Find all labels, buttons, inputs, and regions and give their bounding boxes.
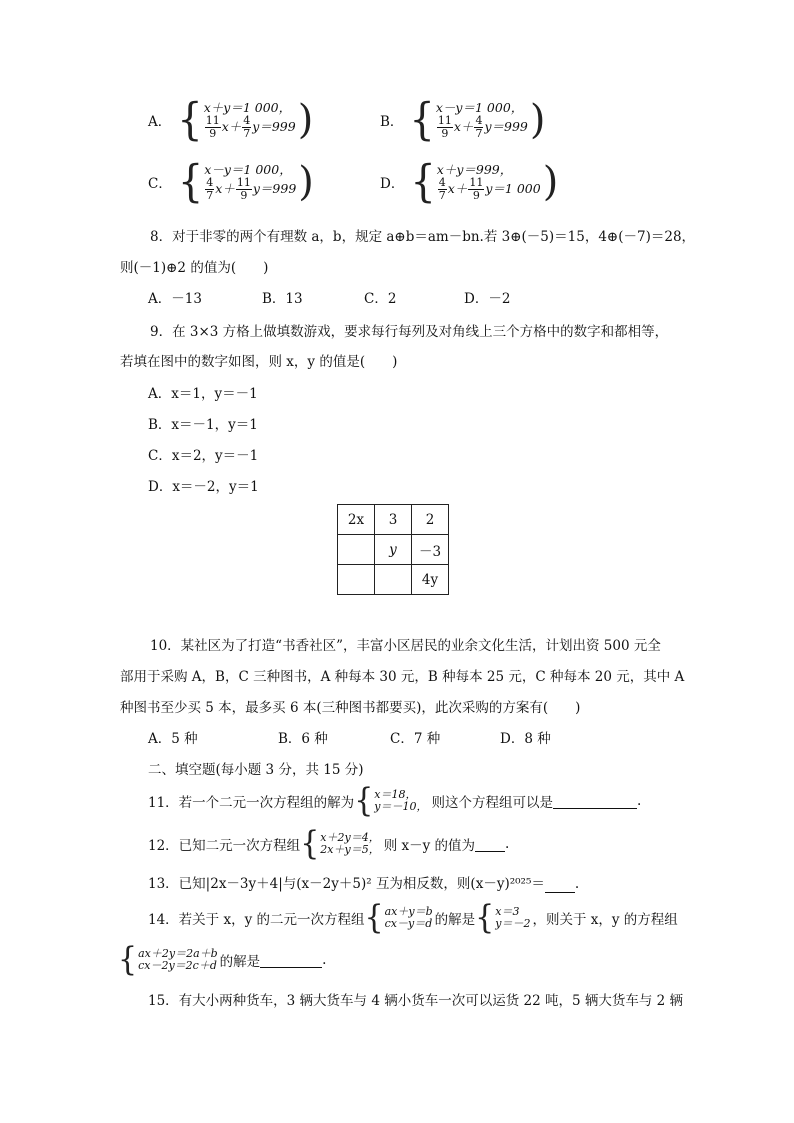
q13: 13．已知|2x－3y＋4|与(x－2y＋5)² 互为相反数，则(x－y)²⁰²⁵＝ . <box>148 876 580 892</box>
grid-cell <box>338 535 375 565</box>
q9-stem-line1: 9．在 3×3 方格上做填数游戏，要求每行每列及对角线上三个方格中的数字和都相等， <box>150 324 669 340</box>
grid-cell: 3 <box>375 505 412 535</box>
q7c-eq2: $\frac{4}{7}$ x＋ $\frac{11}{9}$ y＝999 <box>206 175 297 202</box>
q7b-eq2: $\frac{11}{9}$ x＋ $\frac{4}{7}$ y＝999 <box>437 113 528 140</box>
q11-answer-blank[interactable] <box>553 794 637 809</box>
grid-cell: 2x <box>338 505 375 535</box>
q7-option-d[interactable]: D． { x＋y＝999， $\frac{4}{7}$ x＋ $\frac{11}{9}$ y＝1 000 ) <box>380 156 559 208</box>
q9-option-b[interactable]: B．x＝－1，y＝1 <box>148 417 258 433</box>
q10-option-a[interactable]: A．5 种 <box>148 731 198 747</box>
q14-line1: 14．若关于 x，y 的二元一次方程组 { ax＋y＝b cx－y＝d 的解是 { x＝3 y＝－2 ，则关于 x，y 的方程组 <box>148 898 678 937</box>
grid-cell: y <box>375 535 412 565</box>
q9-stem-line2: 若填在图中的数字如图，则 x，y 的值是( ) <box>120 354 398 370</box>
q15-stem-line1: 15．有大小两种货车，3 辆大货车与 4 辆小货车一次可以运货 22 吨，5 辆大货车与 2 辆 <box>148 993 684 1009</box>
q14-answer-blank[interactable] <box>260 953 322 968</box>
q8-stem-line1: 8．对于非零的两个有理数 a，b，规定 a⊕b＝am－bn.若 3⊕(－5)＝15，4⊕(－7)＝28， <box>150 229 696 245</box>
q8-option-c[interactable]: C．2 <box>364 291 397 307</box>
section-heading: 二、填空题(每小题 3 分，共 15 分) <box>148 762 364 778</box>
q10-option-d[interactable]: D．8 种 <box>500 731 551 747</box>
q12-answer-blank[interactable] <box>475 837 505 852</box>
grid-cell <box>338 565 375 595</box>
q7b-eq1: x－y＝1 000， <box>435 99 524 115</box>
q10-stem-line1: 10．某社区为了打造“书香社区”，丰富小区居民的业余文化生活，计划出资 500 元全 <box>150 638 661 654</box>
q8-option-b[interactable]: B．13 <box>262 291 303 307</box>
q10-option-b[interactable]: B．6 种 <box>278 731 328 747</box>
grid-cell: －3 <box>412 535 449 565</box>
q9-option-c[interactable]: C．x＝2，y＝－1 <box>148 448 259 464</box>
q7c-eq1: x－y＝1 000， <box>204 161 292 177</box>
q9-option-a[interactable]: A．x＝1，y＝－1 <box>148 386 258 402</box>
q8-option-a[interactable]: A．－13 <box>148 291 202 307</box>
q14-line2: { ax＋2y＝2a＋b cx－2y＝2c＋d 的解是 . <box>118 940 327 979</box>
q7d-eq1: x＋y＝999， <box>436 161 513 177</box>
q7-option-a[interactable]: A． { x＋y＝1 000， $\frac{11}{9}$ x＋ $\frac{4}{7}$ y＝999 ) <box>148 94 314 146</box>
q9-option-d[interactable]: D．x＝－2，y＝1 <box>148 479 259 495</box>
q12: 12．已知二元一次方程组 { x＋2y＝4， 2x＋y＝5， 则 x－y 的值为 . <box>148 824 510 863</box>
q7-option-b[interactable]: B． { x－y＝1 000， $\frac{11}{9}$ x＋ $\frac{4}{7}$ y＝999 ) <box>380 94 546 146</box>
q10-stem-line2: 部用于采购 A，B，C 三种图书，A 种每本 30 元，B 种每本 25 元，C 种每本 20 元，其中 A <box>120 669 685 685</box>
q10-option-c[interactable]: C．7 种 <box>390 731 441 747</box>
grid-cell <box>375 565 412 595</box>
q10-stem-line3: 种图书至少买 5 本，最多买 6 本(三种图书都要买)，此次采购的方案有( ) <box>120 700 581 716</box>
q7a-eq2: $\frac{11}{9}$ x＋ $\frac{4}{7}$ y＝999 <box>205 113 296 140</box>
q8-stem-line2: 则(－1)⊕2 的值为( ) <box>120 260 269 276</box>
q11: 11．若一个二元一次方程组的解为 { x＝18， y＝－10， 则这个方程组可以是 . <box>148 781 642 820</box>
grid-cell: 2 <box>412 505 449 535</box>
magic-square-grid <box>337 504 449 595</box>
q7d-eq2: $\frac{4}{7}$ x＋ $\frac{11}{9}$ y＝1 000 <box>438 175 541 202</box>
q13-answer-blank[interactable] <box>545 878 575 893</box>
grid-cell: 4y <box>412 565 449 595</box>
q7a-eq1: x＋y＝1 000， <box>203 99 292 115</box>
q7-option-c[interactable]: C． { x－y＝1 000， $\frac{4}{7}$ x＋ $\frac{11}{9}$ y＝999 ) <box>148 156 314 208</box>
q8-option-d[interactable]: D．－2 <box>464 291 511 307</box>
